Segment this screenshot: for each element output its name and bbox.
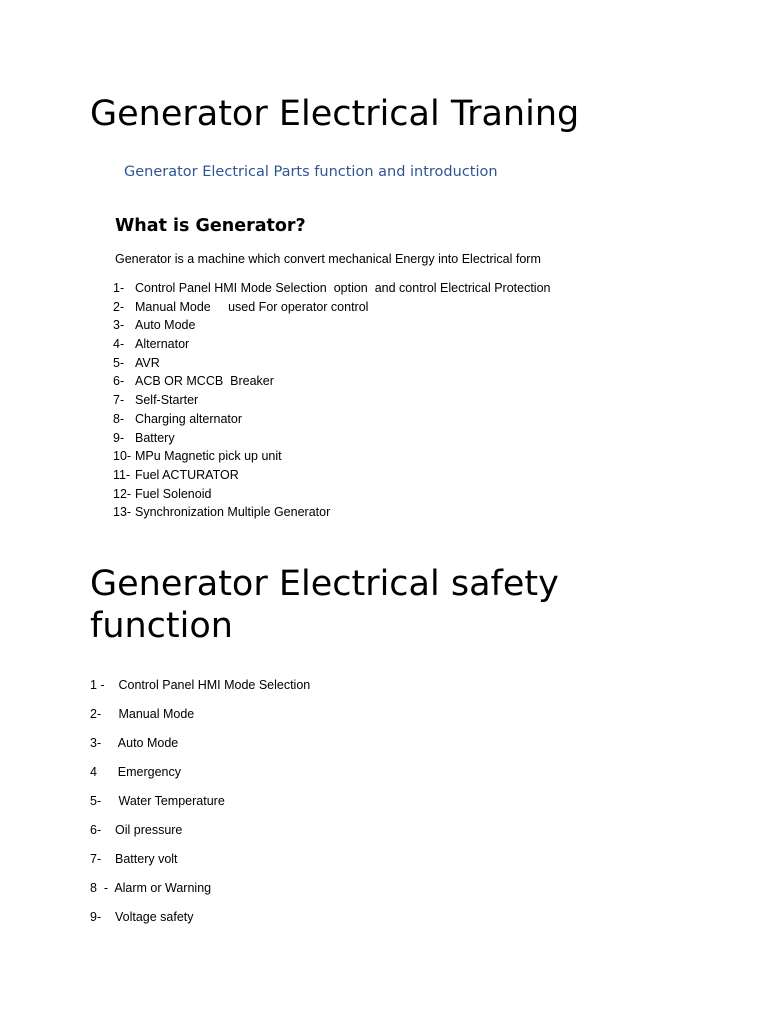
safety-list-item: 2- Manual Mode (90, 707, 195, 722)
list-item-number: 6- (113, 374, 125, 389)
list-item-number: 2- (113, 299, 125, 314)
safety-list-item: 9- Voltage safety (90, 910, 194, 925)
list-item-number: 4- (113, 337, 125, 352)
list-item (113, 429, 551, 448)
list-item (113, 335, 551, 354)
section-heading: What is Generator? (115, 216, 306, 236)
list-item (113, 485, 551, 504)
list-item (113, 447, 551, 466)
list-item-text: Alternator (135, 337, 190, 352)
list-item-text: Fuel Solenoid (135, 486, 212, 501)
safety-list-item: 7- Battery volt (90, 852, 178, 867)
safety-list (90, 676, 310, 937)
list-item-number: 10- (113, 449, 132, 464)
list-item (113, 410, 551, 429)
list-item (113, 372, 551, 391)
safety-list-item: 5- Water Temperature (90, 794, 225, 809)
document-subtitle: Generator Electrical Parts function and introduction (124, 164, 498, 180)
parts-list (113, 279, 551, 522)
safety-title: Generator Electrical safety function (90, 564, 559, 646)
safety-list-item: 6- Oil pressure (90, 823, 183, 838)
list-item-text: Control Panel HMI Mode Selection option and control Electrical Protection (135, 281, 551, 295)
list-item-text: MPu Magnetic pick up unit (135, 449, 282, 464)
list-item-number: 5- (113, 355, 125, 370)
list-item-text: Manual Mode used For operator control (135, 299, 369, 314)
list-item-text: Auto Mode (135, 318, 196, 333)
list-item-number: 3- (113, 318, 125, 333)
safety-list-item: 4 Emergency (90, 765, 182, 780)
list-item-text: AVR (135, 355, 160, 370)
list-item-number: 13- (113, 505, 132, 520)
list-item (113, 391, 551, 410)
list-item (113, 279, 551, 298)
list-item (113, 316, 551, 335)
list-item (113, 466, 551, 485)
intro-paragraph: Generator is a machine which convert mechanical Energy into Electrical form (115, 252, 541, 266)
list-item-text: Battery (135, 430, 175, 445)
list-item (113, 354, 551, 373)
list-item-text: Charging alternator (135, 411, 243, 426)
list-item-text: ACB OR MCCB Breaker (135, 374, 274, 389)
list-item (113, 298, 551, 317)
list-item-text: Self-Starter (135, 393, 199, 408)
list-item-number: 8- (113, 411, 125, 426)
list-item-number: 12- (113, 486, 132, 501)
safety-list-item: 8 - Alarm or Warning (90, 881, 212, 896)
list-item-number: 7- (113, 393, 125, 408)
safety-list-item: 3- Auto Mode (90, 736, 179, 751)
document-title: Generator Electrical Traning (90, 94, 580, 134)
list-item (113, 503, 551, 522)
list-item-text: Fuel ACTURATOR (135, 467, 239, 482)
list-item-text: Synchronization Multiple Generator (135, 505, 331, 520)
list-item-number: 9- (113, 430, 125, 445)
safety-list-item: 1 - Control Panel HMI Mode Selection (90, 678, 311, 692)
list-item-number: 11- (113, 467, 131, 482)
list-item-number: 1- (113, 281, 125, 295)
